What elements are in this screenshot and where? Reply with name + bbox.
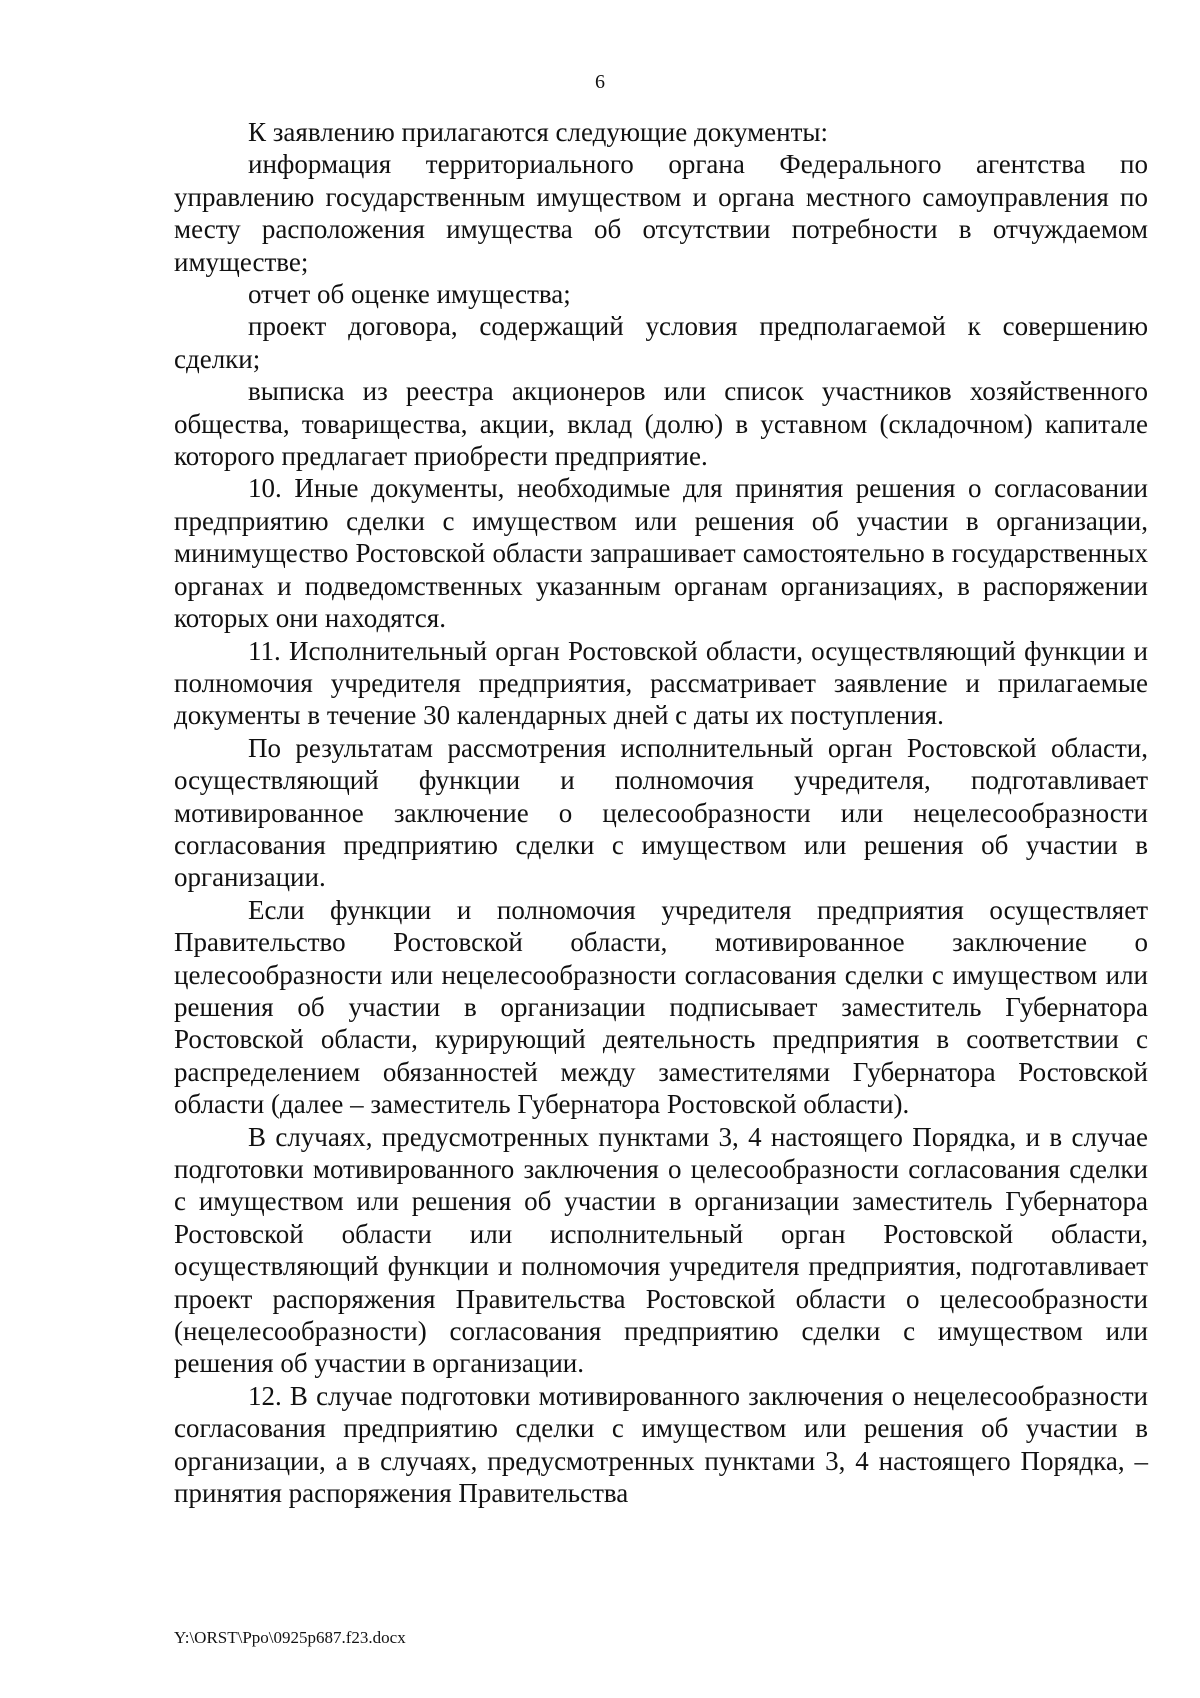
paragraph-attachment-info: информация территориального органа Федерального агентства по управлению государственным имуществом и органа местного самоуправления по месту расположения имущества об отсутствии потребности в отчуждаемом имуществе; [174,149,1148,277]
document-body [174,116,1148,1509]
paragraph-attachment-register: выписка из реестра акционеров или список участников хозяйственного общества, товарищества, акции, вклад (долю) в уставном (складочном) капитале которого предлагает приобрести предприятие. [174,376,1148,472]
paragraph-item-11: 11. Исполнительный орган Ростовской области, осуществляющий функции и полномочия учредителя предприятия, рассматривает заявление и прилагаемые документы в течение 30 календарных дней с даты их поступления. [174,635,1148,731]
paragraph-item-12: 12. В случае подготовки мотивированного заключения о нецелесообразности согласования предприятию сделки с имуществом или решения об участии в организации, а в случаях, предусмотренных пунктами 3, 4 настоящего Порядка, – принятия распоряжения Правительства [174,1380,1148,1509]
page-number: 6 [595,71,605,93]
paragraph-attachment-valuation: отчет об оценке имущества; [248,279,571,310]
paragraph-attachments-intro: К заявлению прилагаются следующие документы: [248,117,829,147]
paragraph-item-10: 10. Иные документы, необходимые для принятия решения о согласовании предприятию сделки с имуществом или решения об участии в организации, минимущество Ростовской области запрашивает самостоятельно в государственных органах и подведомственных указанным органам организациях, в распоряжении которых они находятся. [174,473,1148,634]
paragraph-review-results: По результатам рассмотрения исполнительный орган Ростовской области, осуществляющий функции и полномочия учредителя, подготавливает мотивированное заключение о целесообразности или нецелесообразности согласования предприятию сделки с имуществом или решения об участии в организации. [174,732,1148,893]
paragraph-government-functions: Если функции и полномочия учредителя предприятия осуществляет Правительство Ростовской области, мотивированное заключение о целесообразности или нецелесообразности согласования сделки с имуществом или решения об участии в организации подписывает заместитель Губернатора Ростовской области, курирующий деятельность предприятия в соответствии с распределением обязанностей между заместителями Губернатора Ростовской области (далее – заместитель Губернатора Ростовской области). [174,894,1148,1120]
paragraph-cases: В случаях, предусмотренных пунктами 3, 4 настоящего Порядка, и в случае подготовки мотивированного заключения о целесообразности согласования сделки с имуществом или решения об участии в организации заместитель Губернатора Ростовской области или исполнительный орган Ростовской области, осуществляющий функции и полномочия учредителя предприятия, подготавливает проект распоряжения Правительства Ростовской области о целесообразности (нецелесообразности) согласования предприятию сделки с имуществом или решения об участии в организации. [174,1121,1148,1379]
footer-file-path: Y:\ORST\Ppo\0925p687.f23.docx [174,1628,406,1647]
paragraph-attachment-contract: проект договора, содержащий условия предполагаемой к совершению сделки; [174,311,1148,374]
